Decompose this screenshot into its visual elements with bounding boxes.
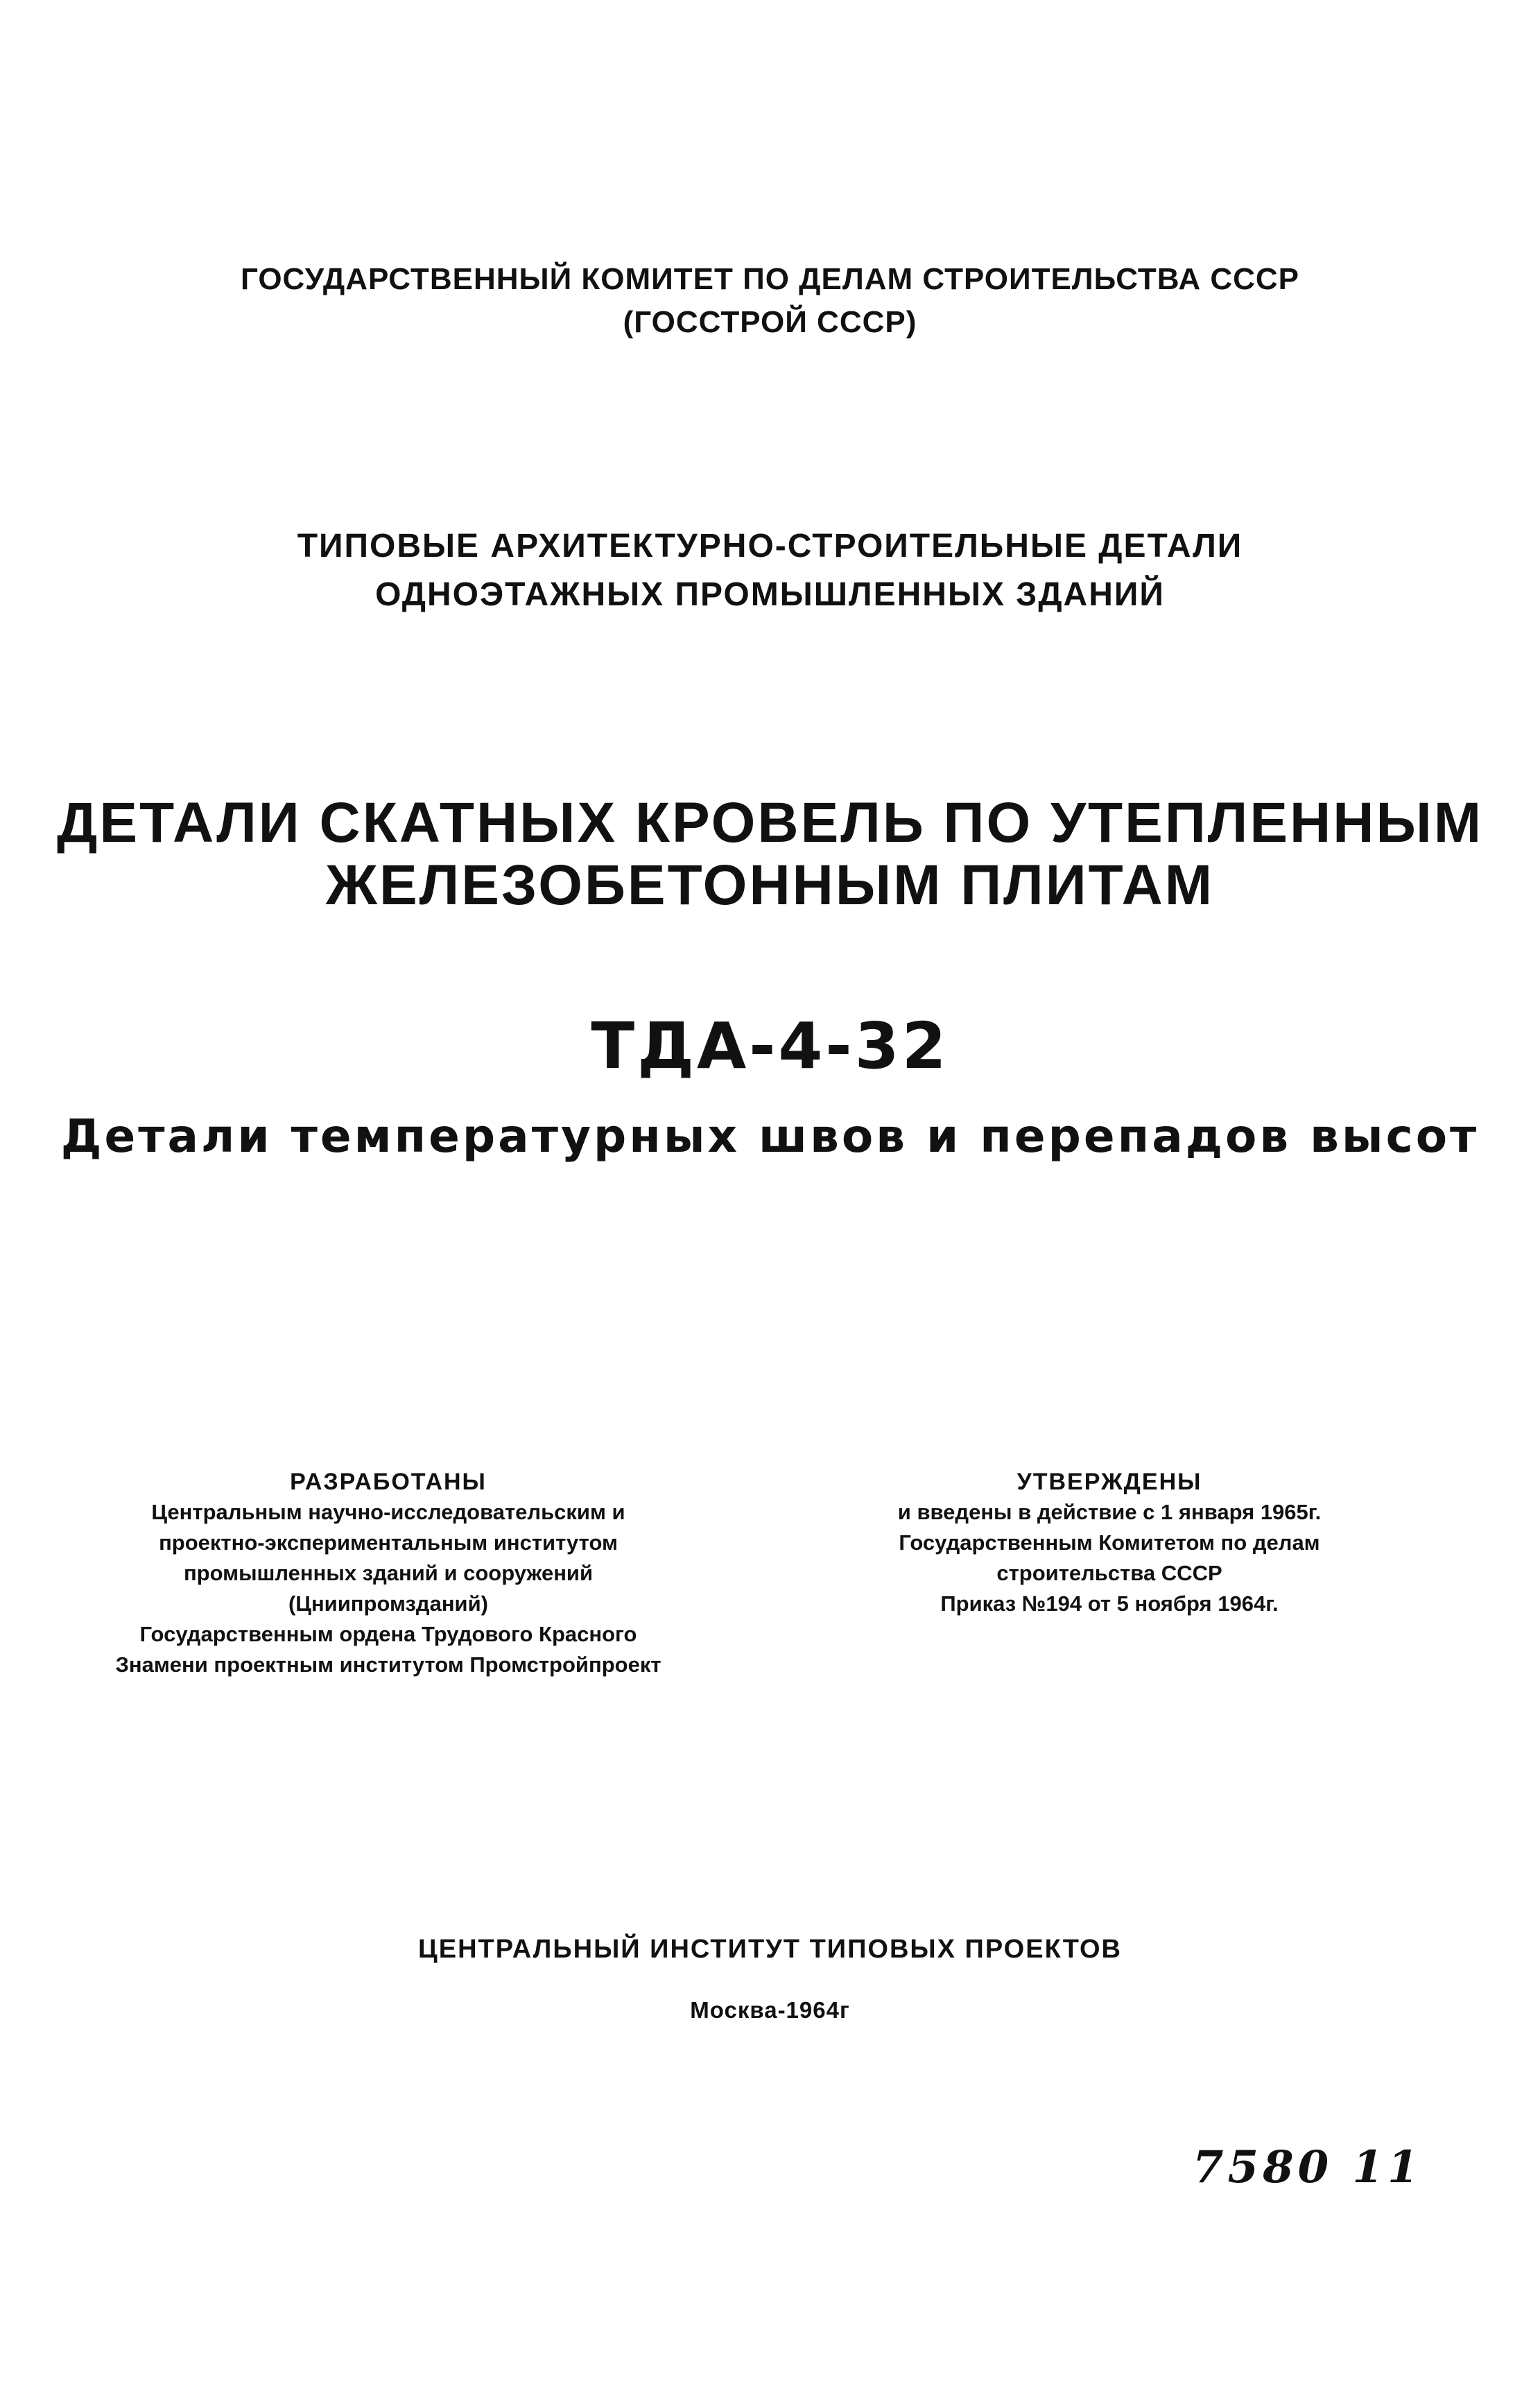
developed-heading: РАЗРАБОТАНЫ: [290, 1469, 487, 1495]
handwritten-note: 7580 11: [1193, 2141, 1423, 2193]
approved-line: и введены в действие с 1 января 1965г.: [897, 1500, 1322, 1524]
approved-heading: УТВЕРЖДЕНЫ: [1016, 1469, 1202, 1495]
developed-line: промышленных зданий и сооружений: [183, 1561, 594, 1585]
developed-line: Государственным ордена Трудового Красного: [139, 1622, 637, 1646]
document-code: ТДА-4-32: [591, 1009, 949, 1083]
developed-line: Центральным научно-исследовательским и: [151, 1500, 625, 1524]
document-subtitle: Детали температурных швов и перепадов высот: [60, 1109, 1480, 1163]
series-line-2: ОДНОЭТАЖНЫХ ПРОМЫШЛЕННЫХ ЗДАНИЙ: [375, 576, 1165, 613]
developed-line: (Цниипромзданий): [288, 1591, 488, 1616]
series-line-1: ТИПОВЫЕ АРХИТЕКТУРНО-СТРОИТЕЛЬНЫЕ ДЕТАЛИ: [297, 528, 1243, 564]
approved-line: строительства СССР: [996, 1561, 1222, 1585]
approved-line: Государственным Комитетом по делам: [899, 1530, 1320, 1555]
publisher: ЦЕНТРАЛЬНЫЙ ИНСТИТУТ ТИПОВЫХ ПРОЕКТОВ: [418, 1935, 1122, 1964]
document-title-line-1: ДЕТАЛИ СКАТНЫХ КРОВЕЛЬ ПО УТЕПЛЕННЫМ: [56, 791, 1484, 854]
developed-line: Знамени проектным институтом Промстройпроект: [115, 1652, 661, 1677]
developed-line: проектно-экспериментальным институтом: [159, 1530, 618, 1555]
agency-line-1: ГОСУДАРСТВЕННЫЙ КОМИТЕТ ПО ДЕЛАМ СТРОИТЕЛЬСТВА СССР: [240, 262, 1300, 296]
approved-block: [818, 1467, 1401, 1619]
document-title-line-2: ЖЕЛЕЗОБЕТОННЫМ ПЛИТАМ: [325, 854, 1215, 917]
agency-line-2: (ГОССТРОЙ СССР): [623, 305, 917, 339]
developed-block: [42, 1467, 735, 1680]
publication-place-year: Москва-1964г: [690, 1997, 850, 2023]
approved-line: Приказ №194 от 5 ноября 1964г.: [940, 1591, 1279, 1616]
